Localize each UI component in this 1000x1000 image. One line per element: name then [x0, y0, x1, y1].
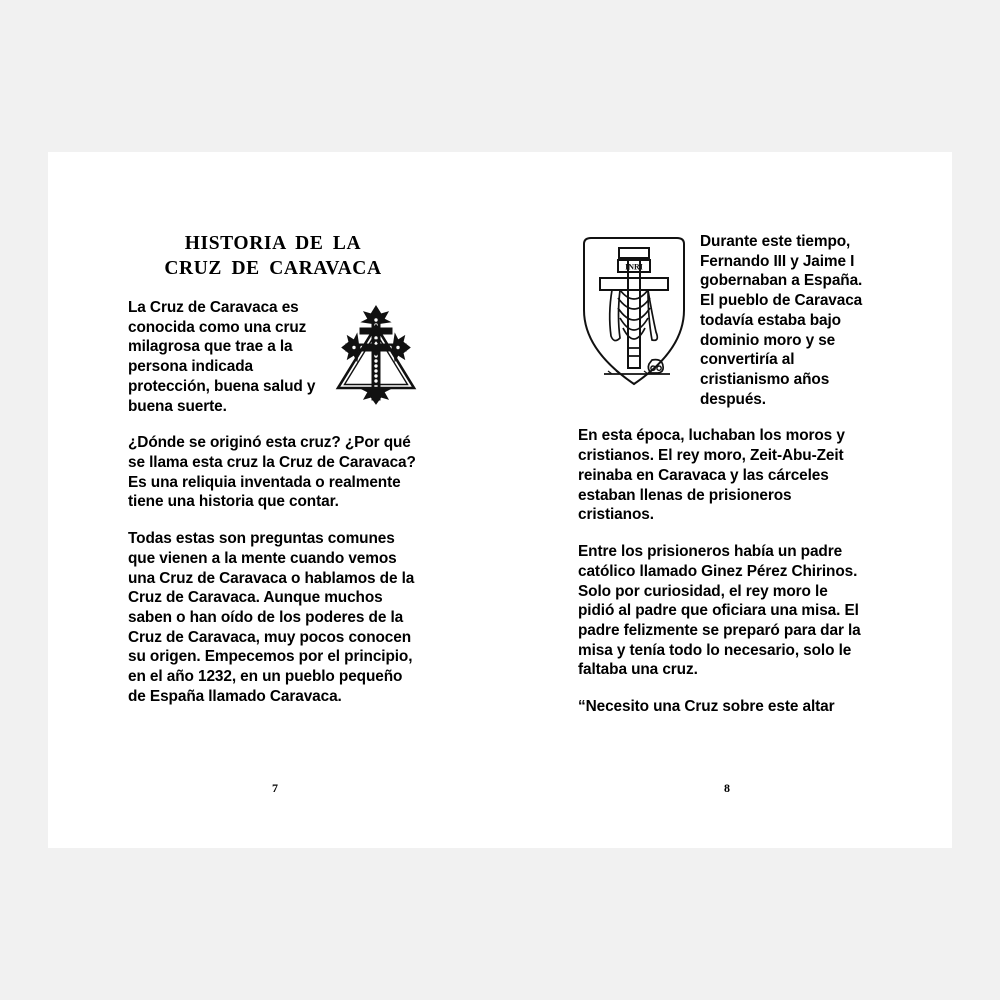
page-left-content — [128, 232, 418, 707]
page-right-content — [578, 232, 868, 717]
paragraph: ¿Dónde se originó esta cruz? ¿Por qué se llama esta cruz la Cruz de Caravaca? Es una reliquia inventada o realmente tiene una historia que contar. — [128, 434, 416, 511]
shield-emblem-illustration — [578, 232, 690, 392]
paragraph: Durante este tiempo, Fernando III y Jaime I gobernaban a España. El pueblo de Caravaca todavía estaba bajo dominio moro y se convertiría al cristianismo años después. — [700, 233, 863, 408]
page-right — [500, 152, 952, 848]
book-spread — [48, 152, 952, 848]
paragraph: Todas estas son preguntas comunes que vienen a la mente cuando vemos una Cruz de Caravaca o hablamos de la Cruz de Caravaca. Aunque muchos saben o han oído de los poderes de la Cruz de Caravaca, muy pocos conocen su origen. Empecemos por el principio, en el año 1232, en un pueblo pequeño de España llamado Caravaca. — [128, 530, 415, 705]
page-title-line-2: CRUZ DE CARAVACA — [164, 257, 382, 279]
paragraph: Entre los prisioneros había un padre católico llamado Ginez Pérez Chirinos. Solo por curiosidad, el rey moro le pidió al padre que oficiara una misa. El padre felizmente se preparó para dar la misa y tenía todo lo necesario, solo le faltaba una cruz. — [578, 543, 861, 679]
page-number: 7 — [272, 781, 278, 795]
page-left — [48, 152, 500, 848]
caravaca-cross-illustration — [334, 302, 418, 406]
page-title — [128, 232, 418, 282]
paragraph: En esta época, luchaban los moros y cristianos. El rey moro, Zeit-Abu-Zeit reinaba en Caravaca y las cárceles estaban llenas de prisioneros cristianos. — [578, 427, 845, 524]
paragraph: “Necesito una Cruz sobre este altar — [578, 698, 835, 716]
page-title-line-1: HISTORIA DE LA — [184, 233, 362, 254]
paragraph: La Cruz de Caravaca es conocida como una cruz milagrosa que trae a la persona indicada protección, buena salud y buena suerte. — [128, 298, 316, 415]
svg-text:INRI: INRI — [625, 262, 643, 272]
page-number: 8 — [724, 781, 730, 795]
